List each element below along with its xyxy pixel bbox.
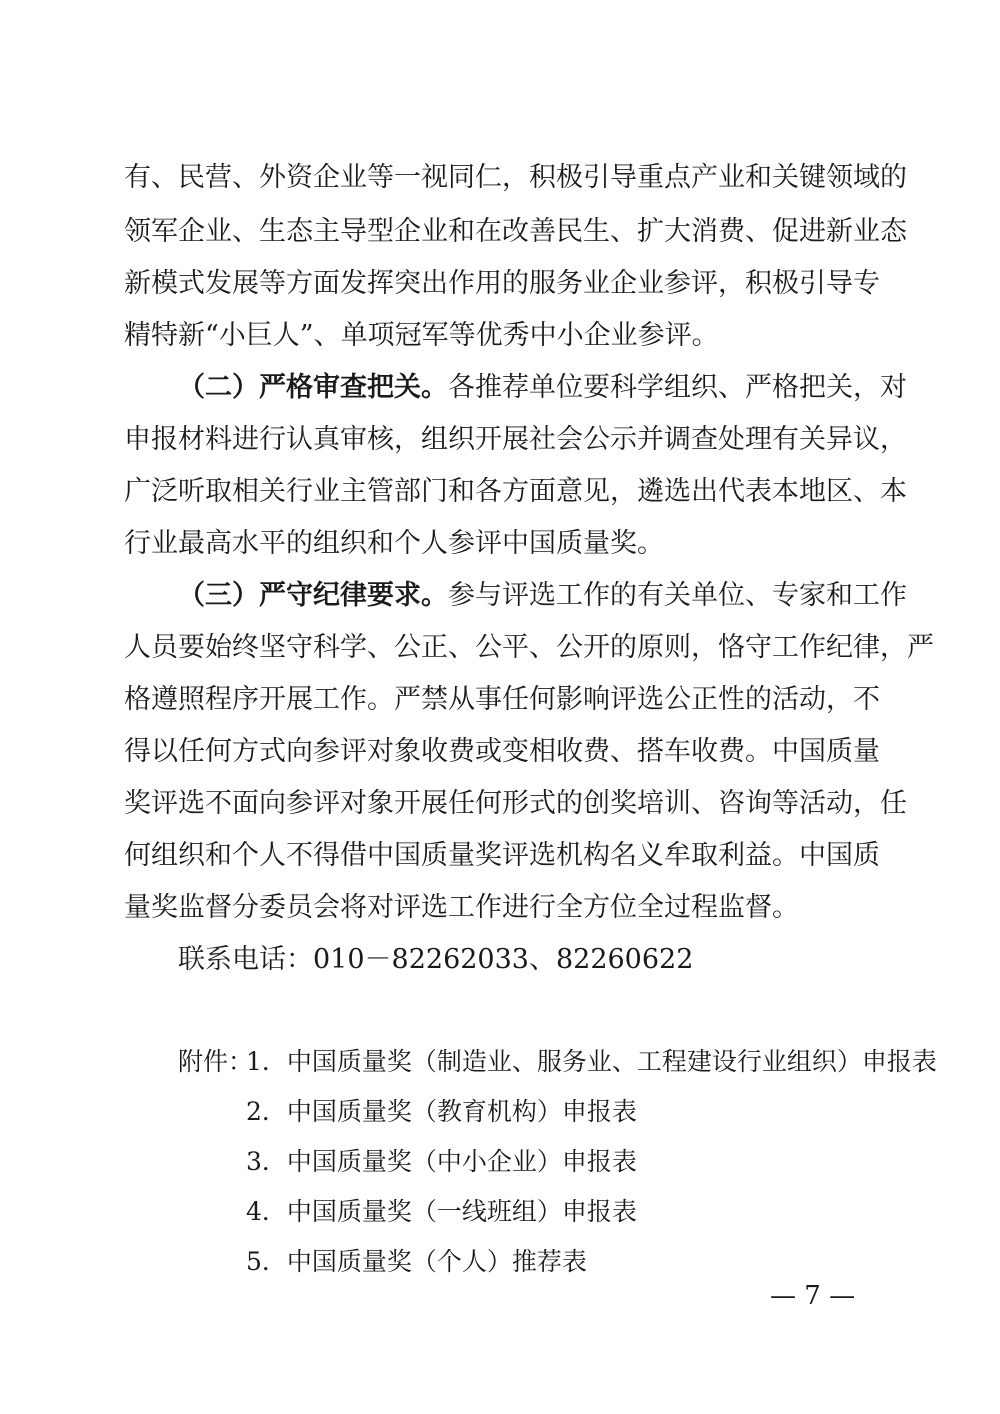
- section-heading: （三）严守纪律要求。: [178, 580, 448, 611]
- attachment-item: 5．中国质量奖（个人）推荐表: [246, 1247, 587, 1276]
- section-first-line: [178, 578, 907, 614]
- attachment-label: 附件：: [178, 1047, 254, 1076]
- paragraph-line: 得以任何方式向参评对象收费或变相收费、搭车收费。中国质量: [124, 736, 880, 767]
- paragraph-line: 何组织和个人不得借中国质量奖评选机构名义牟取利益。中国质: [124, 840, 880, 871]
- section-text: 参与评选工作的有关单位、专家和工作: [448, 580, 907, 611]
- contact-phone: [178, 942, 693, 978]
- paragraph-line: 领军企业、生态主导型企业和在改善民生、扩大消费、促进新业态: [124, 216, 907, 247]
- section-heading: （二）严格审查把关。: [178, 372, 448, 403]
- section-first-line: [178, 370, 907, 406]
- section-text: 各推荐单位要科学组织、严格把关，对: [448, 372, 907, 403]
- paragraph-line: 格遵照程序开展工作。严禁从事任何影响评选公正性的活动，不: [124, 684, 880, 715]
- paragraph-line: 人员要始终坚守科学、公正、公平、公开的原则，恪守工作纪律，严: [124, 632, 934, 663]
- contact-value: 010－82262033、82260622: [313, 944, 694, 975]
- paragraph-line: 行业最高水平的组织和个人参评中国质量奖。: [124, 528, 664, 559]
- paragraph-line: 精特新“小巨人”、单项冠军等优秀中小企业参评。: [124, 320, 719, 351]
- page-number: — 7 —: [770, 1281, 856, 1311]
- paragraph-line: 广泛听取相关行业主管部门和各方面意见，遴选出代表本地区、本: [124, 476, 907, 507]
- paragraph-line: 量奖监督分委员会将对评选工作进行全方位全过程监督。: [124, 892, 799, 923]
- paragraph-line: 新模式发展等方面发挥突出作用的服务业企业参评，积极引导专: [124, 268, 880, 299]
- attachment-item: 3．中国质量奖（中小企业）申报表: [246, 1147, 637, 1176]
- paragraph-line: 奖评选不面向参评对象开展任何形式的创奖培训、咨询等活动，任: [124, 788, 907, 819]
- attachment-item: 1．中国质量奖（制造业、服务业、工程建设行业组织）申报表: [246, 1047, 937, 1076]
- contact-label: 联系电话：: [178, 944, 313, 975]
- paragraph-line: 有、民营、外资企业等一视同仁，积极引导重点产业和关键领域的: [124, 162, 907, 193]
- attachment-item: 2．中国质量奖（教育机构）申报表: [246, 1097, 637, 1126]
- attachment-item: 4．中国质量奖（一线班组）申报表: [246, 1197, 637, 1226]
- paragraph-line: 申报材料进行认真审核，组织开展社会公示并调查处理有关异议，: [124, 424, 907, 455]
